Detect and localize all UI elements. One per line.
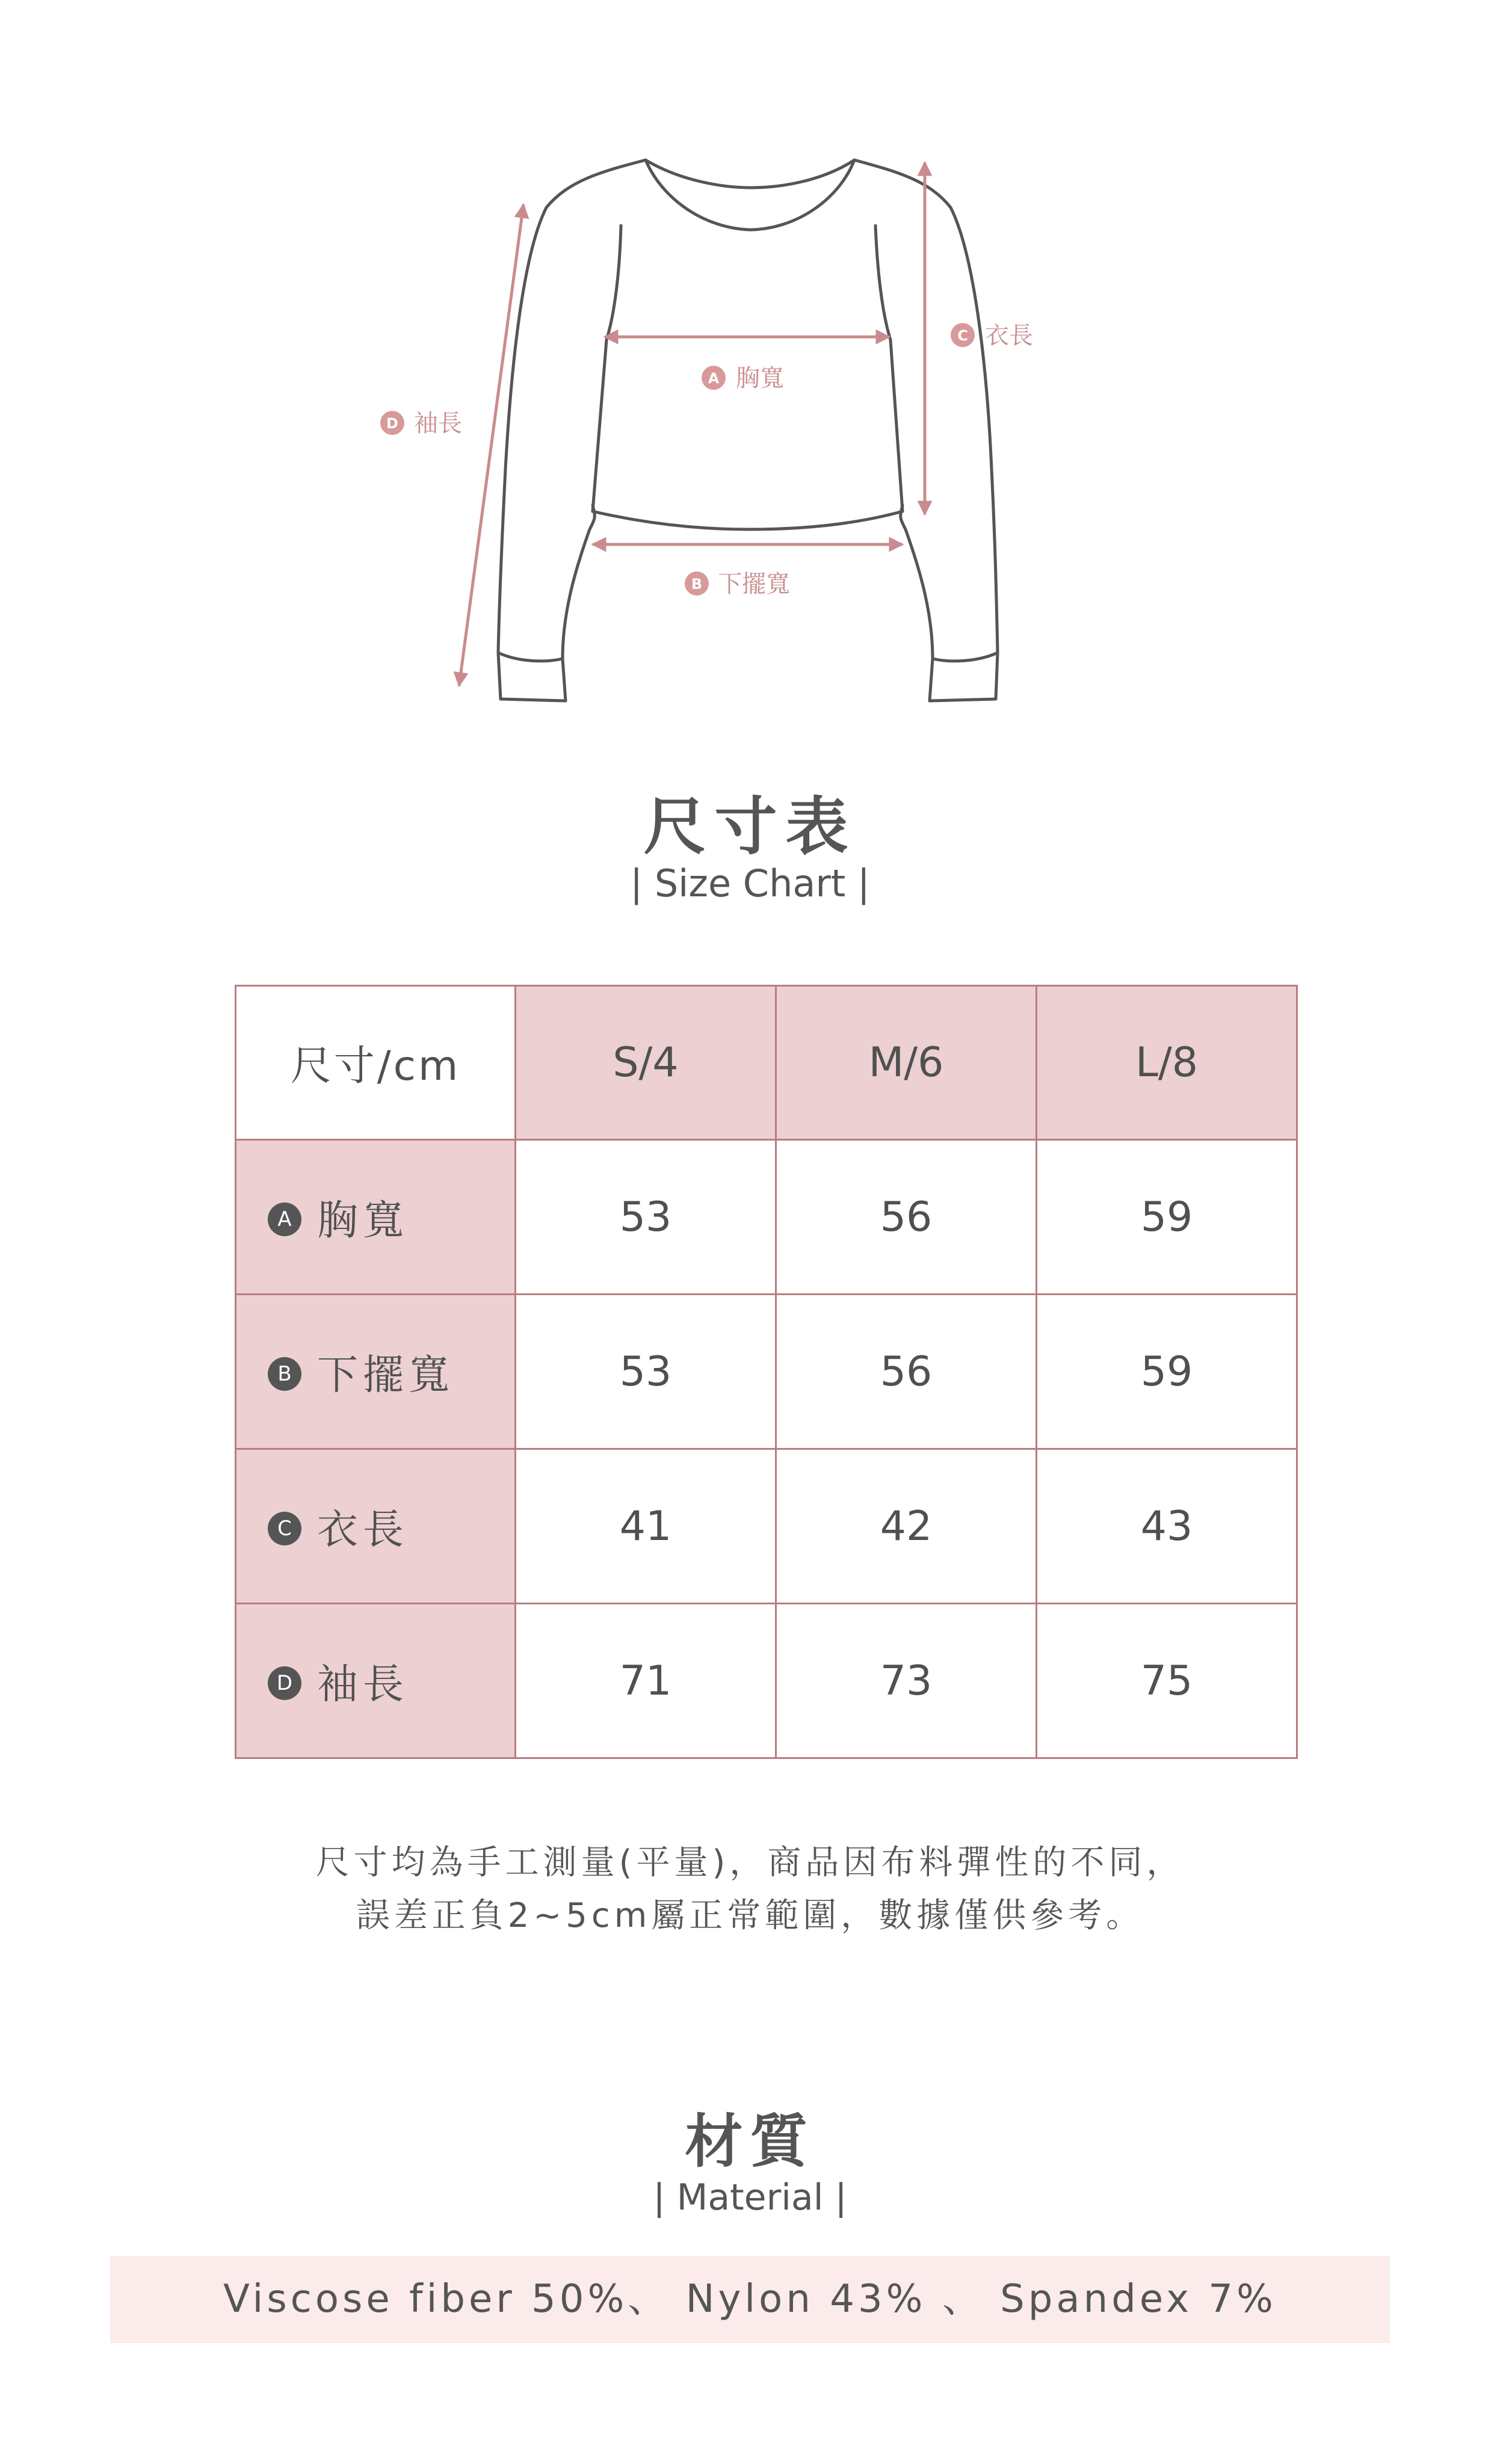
table-row	[236, 1449, 1297, 1604]
diagram-label-chest: 胸寬	[736, 365, 784, 392]
row-label: 下擺寬	[317, 1351, 455, 1399]
table-cell: 41	[516, 1449, 776, 1604]
note-line-2: 誤差正負2~5cm屬正常範圍，數據僅供參考。	[356, 1896, 1144, 1935]
corner-cell: 尺寸/cm	[236, 986, 516, 1140]
row-header-body-length	[236, 1449, 516, 1604]
table-row	[236, 1295, 1297, 1449]
table-row	[236, 1140, 1297, 1295]
size-header-m: M/6	[776, 986, 1037, 1140]
table-cell: 56	[776, 1140, 1037, 1295]
size-header-s: S/4	[516, 986, 776, 1140]
row-header-hem	[236, 1295, 516, 1449]
row-header-chest	[236, 1140, 516, 1295]
diagram-label-body-length: 衣長	[985, 322, 1033, 350]
row-label: 袖長	[317, 1660, 409, 1708]
row-label: 衣長	[317, 1506, 409, 1554]
badge-a-icon: A	[268, 1203, 301, 1236]
table-cell: 71	[516, 1604, 776, 1758]
material-subtitle: | Material |	[653, 2176, 847, 2219]
badge-b-icon: B	[268, 1357, 301, 1391]
badge-c-icon: C	[268, 1512, 301, 1545]
table-cell: 42	[776, 1449, 1037, 1604]
material-title: 材質	[685, 2108, 815, 2175]
material-bar	[110, 2256, 1390, 2343]
row-header-sleeve	[236, 1604, 516, 1758]
table-cell: 56	[776, 1295, 1037, 1449]
table-cell: 75	[1037, 1604, 1297, 1758]
table-cell: 53	[516, 1140, 776, 1295]
table-cell: 59	[1037, 1295, 1297, 1449]
table-row	[236, 1604, 1297, 1758]
table-cell: 53	[516, 1295, 776, 1449]
garment-measurement-diagram	[0, 0, 1500, 734]
material-composition: Viscose fiber 50%、 Nylon 43% 、 Spandex 7%	[223, 2277, 1277, 2321]
size-chart-title: 尺寸表	[643, 790, 857, 863]
diagram-label-sleeve: 袖長	[414, 410, 462, 437]
note-line-1: 尺寸均為手工測量(平量)，商品因布料彈性的不同，	[315, 1843, 1185, 1882]
diagram-letter-d: D	[386, 415, 398, 432]
table-cell: 59	[1037, 1140, 1297, 1295]
size-header-l: L/8	[1037, 986, 1297, 1140]
diagram-letter-a: A	[708, 370, 720, 387]
table-cell: 73	[776, 1604, 1037, 1758]
size-chart-subtitle: | Size Chart |	[630, 861, 870, 905]
diagram-letter-c: C	[957, 327, 968, 344]
table-header-row	[236, 986, 1297, 1140]
table-cell: 43	[1037, 1449, 1297, 1604]
row-label: 胸寬	[317, 1197, 409, 1245]
sweater-outline	[498, 160, 998, 701]
sleeve-length-arrow	[459, 205, 523, 686]
diagram-letter-b: B	[691, 576, 703, 593]
badge-d-icon: D	[268, 1666, 301, 1700]
diagram-label-hem: 下擺寬	[718, 570, 790, 598]
size-table	[235, 985, 1298, 1759]
